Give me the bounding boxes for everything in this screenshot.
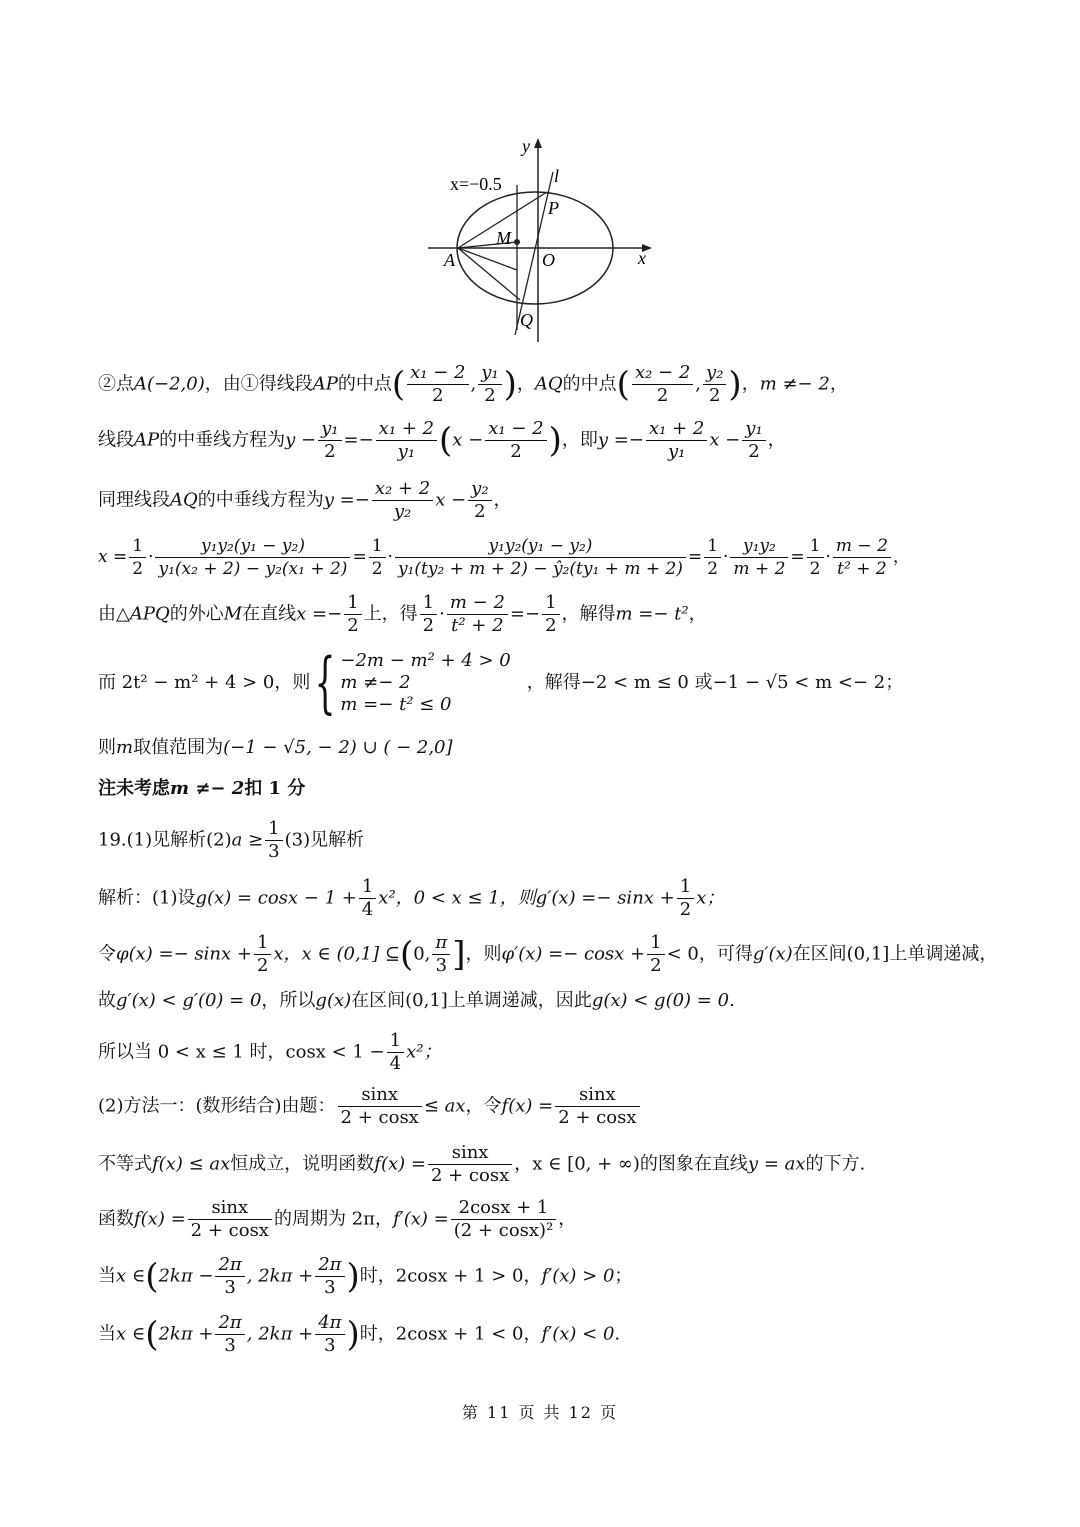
line-15: 不等式f(x) ≤ ax恒成立，说明函数f(x) = $\frac{\sin x}{2 + \cos x}$ ，x ∈ [0, + ∞)的图象在直线y = ax的下方. bbox=[98, 1142, 866, 1186]
label-A: A bbox=[444, 250, 455, 270]
line-5: 由△APQ的外心M在直线x =− $\frac{1}{2}$ 上，得 $\frac{1}{2}$ · $\frac{m - 2}{\text{t² + 2}}$ =− $\frac{1}{2}$ ，解得m =− t²， bbox=[98, 592, 707, 636]
line-1: ②点A(−2,0)，由①得线段AP的中点( $\frac{\text{x₁ − 2}}{2}$ , $\frac{\text{y₁}}{2}$ )，AQ的中点( $\frac{\text{x₂ − 2}}{2}$ , $\frac{\text{y₂}}{2}$ )，m ≠− 2， bbox=[98, 362, 848, 406]
y-axis-arrow bbox=[534, 138, 542, 148]
segment-AQ bbox=[458, 248, 520, 300]
page-footer: 第 11 页 共 12 页 bbox=[461, 1403, 619, 1422]
label-x: x bbox=[638, 248, 646, 268]
label-l: l bbox=[554, 166, 560, 186]
label-Q: Q bbox=[520, 310, 533, 330]
line-12: 故g′(x) < g′(0) = 0，所以g(x)在区间(0,1]上单调递减，因此g(x) < g(0) = 0. bbox=[98, 990, 735, 1011]
line-3: 同理线段AQ的中垂线方程为y =− $\frac{\text{x₂ + 2}}{\text{y₂}}$ x − $\frac{\text{y₂}}{2}$ ， bbox=[98, 478, 512, 522]
label-y: y bbox=[522, 136, 530, 156]
line-9: 19.(1)见解析(2)a ≥ $\frac{1}{3}$ (3)见解析 bbox=[98, 818, 365, 862]
line-6: 而 2t² − m² + 4 > 0，则{ −2m − m² + 4 > 0 m ≠− 2 m =− t² ≤ 0 ，解得−2 < m ≤ 0 或−1 − √5 < m <− 2； bbox=[98, 644, 904, 721]
line-11: 令φ(x) =− sinx + $\frac{1}{2}$ x，x ∈ (0,1] ⊆(0, $\frac{\pi}{3}$ ]，则φ′(x) =− cosx + $\frac{1}{2}$ < 0，可得g′(x)在区间(0,1]上单调递减， bbox=[98, 932, 998, 976]
label-O: O bbox=[542, 250, 555, 270]
line-13: 所以当 0 < x ≤ 1 时，cosx < 1 − $\frac{1}{4}$ x²； bbox=[98, 1030, 442, 1074]
label-eq: x=−0.5 bbox=[450, 174, 502, 194]
line-18: 当x ∈(2kπ + $\frac{2\pi}{3}$ , 2kπ + $\frac{4\pi}{3}$ )时，2cosx + 1 < 0，f′(x) < 0. bbox=[98, 1312, 621, 1356]
line-7: 则m取值范围为(−1 − √5, − 2) ∪ ( − 2,0] bbox=[98, 737, 453, 758]
point-M bbox=[514, 239, 520, 245]
label-P: P bbox=[548, 198, 559, 218]
line-8: 注未考虑m ≠− 2扣 1 分 bbox=[98, 778, 306, 799]
line-17: 当x ∈(2kπ − $\frac{2\pi}{3}$ , 2kπ + $\frac{2\pi}{3}$ )时，2cosx + 1 > 0，f′(x) > 0； bbox=[98, 1254, 633, 1298]
line-16: 函数f(x) = $\frac{\sin x}{2 + \cos x}$ 的周期为 2π，f′(x) = $\frac{2\cos x + 1}{\text{(2 + cosx)²}}$ ， bbox=[98, 1197, 577, 1241]
segment-AQ2 bbox=[458, 248, 517, 270]
label-M: M bbox=[496, 228, 511, 248]
line-10: 解析：(1)设g(x) = cosx − 1 + $\frac{1}{4}$ x²，0 < x ≤ 1，则g′(x) =− sinx + $\frac{1}{2}$ x； bbox=[98, 876, 725, 920]
line-14: (2)方法一：(数形结合)由题： $\frac{\sin x}{2 + \cos x}$ ≤ ax，令f(x) = $\frac{\sin x}{2 + \cos x}$ bbox=[98, 1084, 642, 1129]
ellipse-figure bbox=[420, 130, 660, 345]
line-4: x = $\frac{1}{2}$ · $\frac{\text{y₁y₂(y₁ − y₂)}}{\text{y₁(x₂ + 2) − y₂(x₁ + 2)}}$ = $\frac{1}{2}$ · $\frac{\text{y₁y₂(y₁ − y₂)}}{\text{y₁(ty₂ + m + 2) − ŷ₂(ty₁ + m + 2)}}$ = $\frac{1}{2}$ · $\frac{\text{y₁y₂}}{m + 2}$ = $\frac{1}{2}$ · $\frac{m - 2}{\text{t² + 2}}$ ， bbox=[98, 536, 910, 579]
line-2: 线段AP的中垂线方程为y − $\frac{\text{y₁}}{2}$ =− $\frac{\text{x₁ + 2}}{\text{y₁}}$ (x − $\frac{\text{x₁ − 2}}{2}$ )，即y =− $\frac{\text{x₁ + 2}}{\text{y₁}}$ x − $\frac{\text{y₁}}{2}$ ， bbox=[98, 418, 786, 462]
